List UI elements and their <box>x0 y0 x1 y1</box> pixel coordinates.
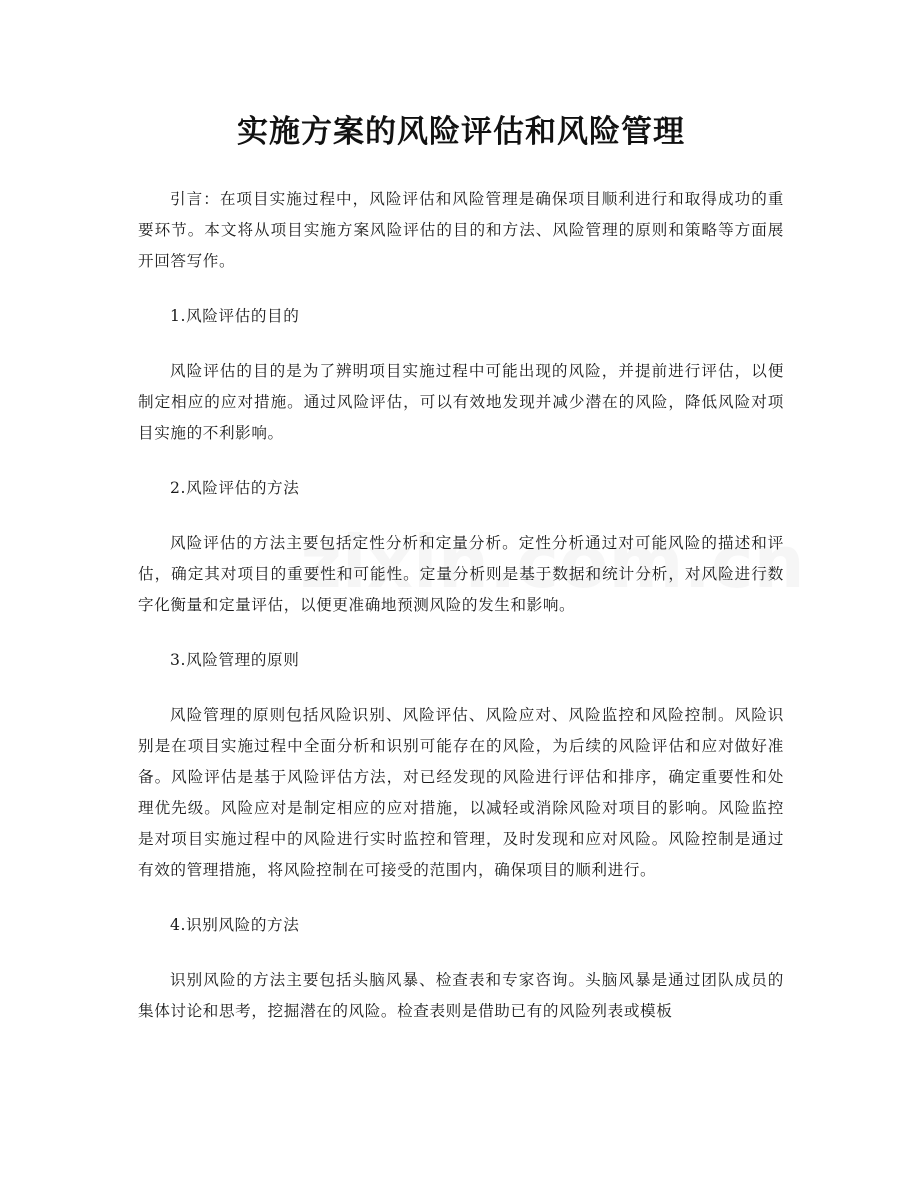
intro-paragraph: 引言：在项目实施过程中，风险评估和风险管理是确保项目顺利进行和取得成功的重要环节。本文将从项目实施方案风险评估的目的和方法、风险管理的原则和策略等方面展开回答写作。 <box>138 190 784 270</box>
section-paragraph-4: 识别风险的方法主要包括头脑风暴、检查表和专家咨询。头脑风暴是通过团队成员的集体讨论和思考，挖掘潜在的风险。检查表则是借助已有的风险列表或模板 <box>138 971 784 1020</box>
section-heading-3: 3.风险管理的原则 <box>170 651 300 669</box>
section-paragraph-1: 风险评估的目的是为了辨明项目实施过程中可能出现的风险，并提前进行评估，以便制定相应的应对措施。通过风险评估，可以有效地发现并减少潜在的风险，降低风险对项目实施的不利影响。 <box>138 362 784 442</box>
section-heading-1: 1.风险评估的目的 <box>170 307 300 325</box>
document-page <box>138 0 784 1051</box>
section-paragraph-3: 风险管理的原则包括风险识别、风险评估、风险应对、风险监控和风险控制。风险识别是在项目实施过程中全面分析和识别可能存在的风险，为后续的风险评估和应对做好准备。风险评估是基于风险评估方法，对已经发现的风险进行评估和排序，确定重要性和处理优先级。风险应对是制定相应的应对措施，以减轻或消除风险对项目的影响。风险监控是对项目实施过程中的风险进行实时监控和管理，及时发现和应对风险。风险控制是通过有效的管理措施，将风险控制在可接受的范围内，确保项目的顺利进行。 <box>138 706 784 879</box>
document-body <box>138 184 784 1027</box>
section-paragraph-2: 风险评估的方法主要包括定性分析和定量分析。定性分析通过对可能风险的描述和评估，确定其对项目的重要性和可能性。定量分析则是基于数据和统计分析，对风险进行数字化衡量和定量评估，以便更准确地预测风险的发生和影响。 <box>138 534 784 614</box>
section-heading-2: 2.风险评估的方法 <box>170 479 300 497</box>
section-heading-4: 4.识别风险的方法 <box>170 916 300 934</box>
document-title: 实施方案的风险评估和风险管理 <box>237 114 685 150</box>
